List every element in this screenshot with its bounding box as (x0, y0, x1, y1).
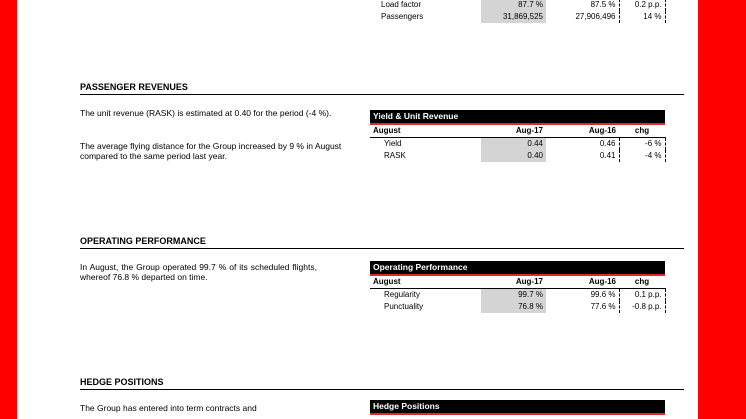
previous-value: 77.6 % (590, 302, 616, 311)
col-header-label: August (370, 125, 481, 138)
section-title-hedge-positions: HEDGE POSITIONS (80, 377, 684, 390)
yield-table (370, 110, 666, 162)
col-header-change: chg (619, 276, 665, 289)
passenger-revenues-para-1: The unit revenue (RASK) is estimated at 0.40 for the period (-4 %). (80, 108, 332, 118)
row-label: Regularity (384, 290, 421, 299)
change-value: -4 % (619, 150, 665, 162)
col-header-change: chg (619, 125, 665, 138)
previous-value: 99.6 % (590, 290, 616, 299)
col-header-previous: Aug-16 (546, 125, 619, 138)
current-value: 0.40 (481, 150, 546, 162)
col-header-current: Aug-17 (481, 125, 546, 138)
section-title-operating-performance: OPERATING PERFORMANCE (80, 236, 684, 249)
operating-table (370, 261, 666, 313)
operating-performance-para-1: In August, the Group operated 99.7 % of its scheduled flights, whereof 76.8 % departed on time. (80, 262, 317, 282)
current-value: 76.8 % (481, 301, 546, 313)
change-value: 0.1 p.p. (619, 289, 665, 302)
col-header-current: Aug-17 (481, 276, 546, 289)
previous-value: 0.41 (599, 151, 616, 160)
table-header (370, 125, 665, 138)
current-value: 0.44 (481, 138, 546, 151)
table-title: Operating Performance (370, 261, 665, 274)
hedge-positions-para-1: The Group has entered into term contracts and (80, 403, 257, 413)
current-value: 99.7 % (481, 289, 546, 302)
table-row (370, 289, 665, 302)
report-page (17, 0, 698, 419)
passenger-revenues-para-2: The average flying distance for the Group increased by 9 % in August compared to the same period last year. (80, 141, 342, 161)
change-value: 14 % (619, 11, 665, 23)
previous-value: 0.46 (599, 139, 616, 148)
change-value: 0.2 p.p. (619, 0, 665, 11)
current-value: 87.7 % (481, 0, 546, 11)
row-label: Load factor (381, 0, 422, 9)
col-header-label: August (370, 276, 481, 289)
table-row (370, 138, 665, 151)
table-row (367, 0, 665, 11)
change-value: -6 % (619, 138, 665, 151)
row-label: Yield (384, 139, 402, 148)
row-label: Passengers (381, 12, 424, 21)
previous-value: 27,906,496 (575, 12, 616, 21)
previous-value: 87.5 % (590, 0, 616, 9)
table-header (370, 276, 665, 289)
current-value: 31,869,525 (481, 11, 546, 23)
hedge-table (370, 400, 665, 415)
row-label: RASK (384, 151, 406, 160)
section-title-passenger-revenues: PASSENGER REVENUES (80, 82, 684, 95)
table-title: Yield & Unit Revenue (370, 110, 665, 123)
table-row (370, 301, 665, 313)
table-row (367, 11, 665, 23)
table-title: Hedge Positions (370, 400, 665, 413)
row-label: Punctuality (384, 302, 424, 311)
change-value: -0.8 p.p. (619, 301, 665, 313)
col-header-previous: Aug-16 (546, 276, 619, 289)
traffic-table (367, 0, 666, 23)
table-row (370, 150, 665, 162)
